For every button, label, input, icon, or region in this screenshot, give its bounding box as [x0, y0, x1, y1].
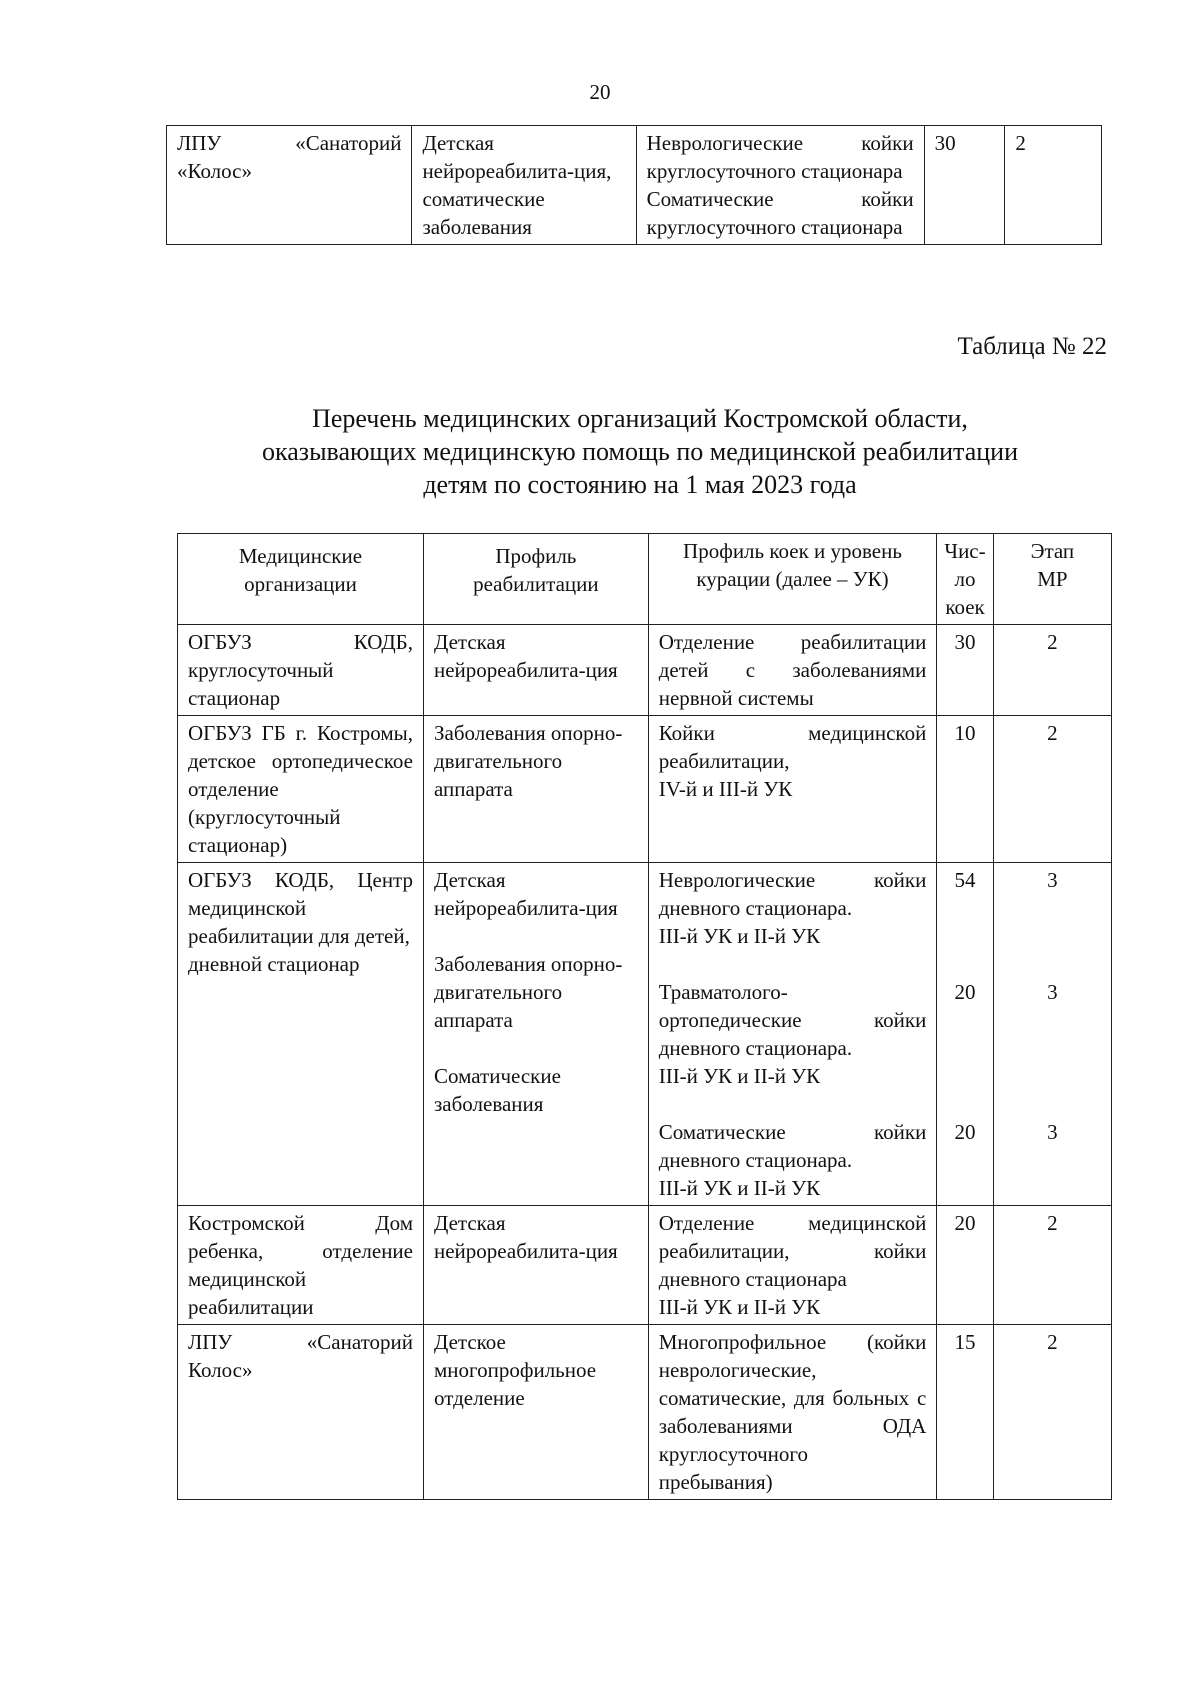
profile-line: Заболевания опорно-двигательного аппарата	[434, 952, 623, 1032]
profile-cell: Детская нейрореабилита-ция	[424, 1206, 649, 1325]
stage-value: 3	[1047, 980, 1058, 1004]
org-line: дневной стационар	[188, 952, 360, 976]
count-cell: 10	[937, 716, 993, 863]
profile-line: Соматические заболевания	[434, 1064, 561, 1116]
org-cell: Костромской Дом ребенка, отделение медицинской реабилитации	[178, 1206, 424, 1325]
stage-cell: 2	[993, 1206, 1111, 1325]
beds-line: III-й УК и II-й УК	[658, 1064, 821, 1088]
header-profile: Профиль реабилитации	[424, 534, 649, 625]
beds-line: Неврологические койки круглосуточного стационара	[646, 131, 914, 183]
stage-cell: 2	[1005, 126, 1102, 245]
org-cell	[178, 863, 424, 1206]
title-line: детям по состоянию на 1 мая 2023 года	[423, 470, 857, 499]
org-line: ОГБУЗ КОДБ, Центр медицинской реабилитации для детей,	[188, 868, 413, 948]
stage-value: 3	[1047, 1120, 1058, 1144]
main-table	[177, 533, 1112, 1500]
header-row	[178, 534, 1112, 625]
table-row	[178, 1206, 1112, 1325]
beds-line: III-й УК и II-й УК	[658, 1295, 821, 1319]
title-line: оказывающих медицинскую помощь по медицинской реабилитации	[262, 437, 1018, 466]
title-line: Перечень медицинских организаций Костромской области,	[312, 404, 968, 433]
profile-line: Детская нейрореабилита-ция	[434, 868, 618, 920]
profile-cell: Заболевания опорно-двигательного аппарата	[424, 716, 649, 863]
header-org: Медицинские организации	[178, 534, 424, 625]
header-beds: Профиль коек и уровень курации (далее – УК)	[648, 534, 937, 625]
beds-line: Соматические койки круглосуточного стационара	[646, 187, 914, 239]
count-cell: 30	[924, 126, 1005, 245]
beds-line: III-й УК и II-й УК	[658, 924, 821, 948]
org-cell: ЛПУ «Санаторий Колос»	[178, 1325, 424, 1500]
profile-cell: Детское многопрофильное отделение	[424, 1325, 649, 1500]
count-value: 54	[954, 868, 976, 892]
org-cell: ОГБУЗ ГБ г. Костромы, детское ортопедическое отделение (круглосуточный стационар)	[178, 716, 424, 863]
page-number: 20	[589, 80, 611, 104]
beds-cell	[648, 716, 937, 863]
beds-cell: Многопрофильное (койки неврологические, соматические, для больных с заболеваниями ОДА круглосуточного пребывания)	[648, 1325, 937, 1500]
table-row	[167, 126, 1102, 245]
beds-line: III-й УК и II-й УК	[658, 1176, 821, 1200]
beds-cell	[648, 1206, 937, 1325]
stage-cell: 2	[993, 716, 1111, 863]
beds-line: Отделение медицинской реабилитации, койки дневного стационара	[658, 1211, 927, 1291]
beds-line: Травматолого-ортопедические койки дневного стационара.	[658, 980, 927, 1060]
beds-line: Койки медицинской реабилитации,	[658, 721, 927, 773]
count-cell: 20	[937, 1206, 993, 1325]
beds-line: Неврологические койки дневного стационара.	[658, 868, 927, 920]
count-cell	[937, 863, 993, 1206]
stage-cell: 2	[993, 1325, 1111, 1500]
beds-line: Соматические койки дневного стационара.	[658, 1120, 927, 1172]
stage-cell: 2	[993, 625, 1111, 716]
stage-value: 3	[1047, 868, 1058, 892]
stage-cell	[993, 863, 1111, 1206]
org-cell: ЛПУ «Санаторий «Колос»	[167, 126, 412, 245]
header-count: Чис-ло коек	[937, 534, 993, 625]
org-cell: ОГБУЗ КОДБ, круглосуточный стационар	[178, 625, 424, 716]
beds-cell	[636, 126, 924, 245]
count-value: 20	[954, 980, 976, 1004]
table-number: Таблица № 22	[957, 333, 1107, 360]
count-value: 20	[954, 1120, 976, 1144]
header-stage: Этап МР	[993, 534, 1111, 625]
table-title	[160, 402, 1120, 501]
count-cell: 15	[937, 1325, 993, 1500]
count-cell: 30	[937, 625, 993, 716]
profile-cell: Детская нейрореабилита-ция, соматические заболевания	[412, 126, 636, 245]
profile-cell	[424, 863, 649, 1206]
table-row	[178, 625, 1112, 716]
continued-table	[166, 125, 1102, 245]
table-row	[178, 863, 1112, 1206]
beds-cell: Отделение реабилитации детей с заболеваниями нервной системы	[648, 625, 937, 716]
beds-cell	[648, 863, 937, 1206]
table-row	[178, 1325, 1112, 1500]
beds-line: IV-й и III-й УК	[658, 777, 793, 801]
profile-cell: Детская нейрореабилита-ция	[424, 625, 649, 716]
table-row	[178, 716, 1112, 863]
